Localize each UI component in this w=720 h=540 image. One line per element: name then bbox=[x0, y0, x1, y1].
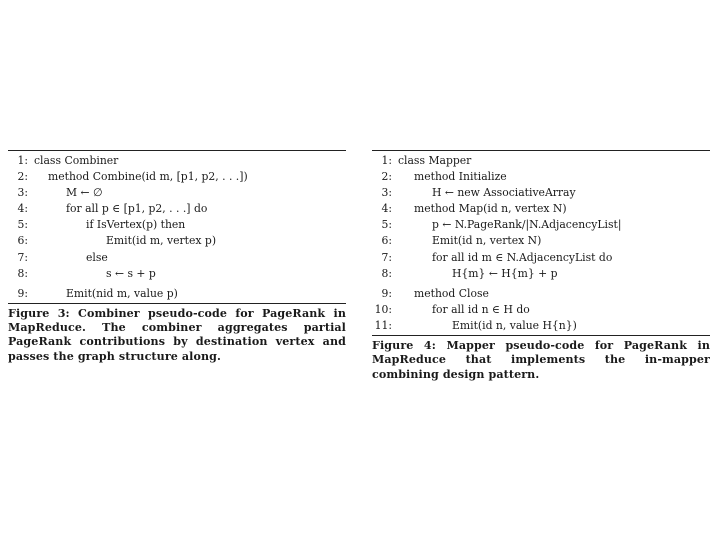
code-text: Emit(id m, vertex p) bbox=[106, 234, 217, 248]
line-number: 6: bbox=[381, 234, 392, 248]
code-line bbox=[8, 266, 346, 282]
code-text: Emit(id n, value H{n}) bbox=[452, 318, 577, 332]
line-number: 4: bbox=[381, 202, 392, 216]
code-line bbox=[8, 233, 346, 249]
code-line bbox=[372, 318, 710, 334]
code-line bbox=[372, 302, 710, 318]
code-line bbox=[8, 153, 346, 169]
line-number: 7: bbox=[381, 250, 392, 264]
mapper-pseudo-code bbox=[372, 151, 710, 335]
code-text: for all id m ∈ N.AdjacencyList do bbox=[432, 250, 613, 264]
code-line bbox=[372, 266, 710, 282]
bottom-rule bbox=[372, 335, 710, 336]
line-number: 10: bbox=[374, 302, 392, 316]
line-number: 9: bbox=[381, 286, 392, 300]
line-number: 8: bbox=[17, 266, 28, 280]
code-text: Emit(nid m, value p) bbox=[66, 286, 178, 300]
code-line bbox=[372, 169, 710, 185]
code-line bbox=[8, 169, 346, 185]
line-number: 3: bbox=[381, 186, 392, 200]
code-text: M ← ∅ bbox=[66, 186, 103, 200]
line-number: 3: bbox=[17, 186, 28, 200]
line-number: 2: bbox=[17, 170, 28, 184]
code-text: for all p ∈ [p1, p2, . . .] do bbox=[66, 202, 208, 216]
code-line bbox=[372, 286, 710, 302]
line-number: 7: bbox=[17, 250, 28, 264]
line-number: 4: bbox=[17, 202, 28, 216]
code-line bbox=[8, 217, 346, 233]
code-text: for all id n ∈ H do bbox=[432, 302, 530, 316]
line-number: 2: bbox=[381, 170, 392, 184]
code-text: Emit(id n, vertex N) bbox=[432, 234, 542, 248]
code-text: class Mapper bbox=[398, 154, 472, 167]
code-text: H{m} ← H{m} + p bbox=[452, 266, 558, 280]
code-line bbox=[372, 250, 710, 266]
line-number: 5: bbox=[381, 218, 392, 232]
code-text: H ← new AssociativeArray bbox=[432, 186, 576, 200]
code-text: p ← N.PageRank/|N.AdjacencyList| bbox=[432, 218, 622, 232]
code-line bbox=[8, 185, 346, 201]
code-text: method Initialize bbox=[414, 170, 507, 184]
line-number: 1: bbox=[381, 154, 392, 167]
combiner-pseudo-code bbox=[8, 151, 346, 303]
code-line bbox=[372, 217, 710, 233]
line-number: 1: bbox=[17, 154, 28, 167]
figure-4 bbox=[372, 150, 710, 382]
code-line bbox=[8, 286, 346, 302]
line-number: 11: bbox=[374, 318, 392, 332]
code-text: s ← s + p bbox=[106, 266, 156, 280]
code-line bbox=[8, 201, 346, 217]
code-line bbox=[8, 250, 346, 266]
code-line bbox=[372, 201, 710, 217]
code-text: method Close bbox=[414, 286, 489, 300]
figure-caption: Figure 3: Combiner pseudo-code for PageRank in MapReduce. The combiner aggregates partial PageRank contributions by destination vertex and passes the graph structure along. bbox=[8, 306, 346, 363]
figure-3 bbox=[8, 150, 346, 364]
line-number: 9: bbox=[17, 286, 28, 300]
code-line bbox=[372, 153, 710, 169]
code-text: class Combiner bbox=[34, 154, 119, 167]
line-number: 5: bbox=[17, 218, 28, 232]
figure-caption: Figure 4: Mapper pseudo-code for PageRank in MapReduce that implements the in-mapper combining design pattern. bbox=[372, 339, 710, 381]
code-text: method Map(id n, vertex N) bbox=[414, 202, 567, 216]
code-text: method Combine(id m, [p1, p2, . . .]) bbox=[48, 170, 248, 184]
code-text: if IsVertex(p) then bbox=[86, 218, 186, 232]
code-line bbox=[372, 233, 710, 249]
code-text: else bbox=[86, 250, 108, 264]
code-line bbox=[372, 185, 710, 201]
line-number: 6: bbox=[17, 234, 28, 248]
bottom-rule bbox=[8, 303, 346, 304]
line-number: 8: bbox=[381, 266, 392, 280]
